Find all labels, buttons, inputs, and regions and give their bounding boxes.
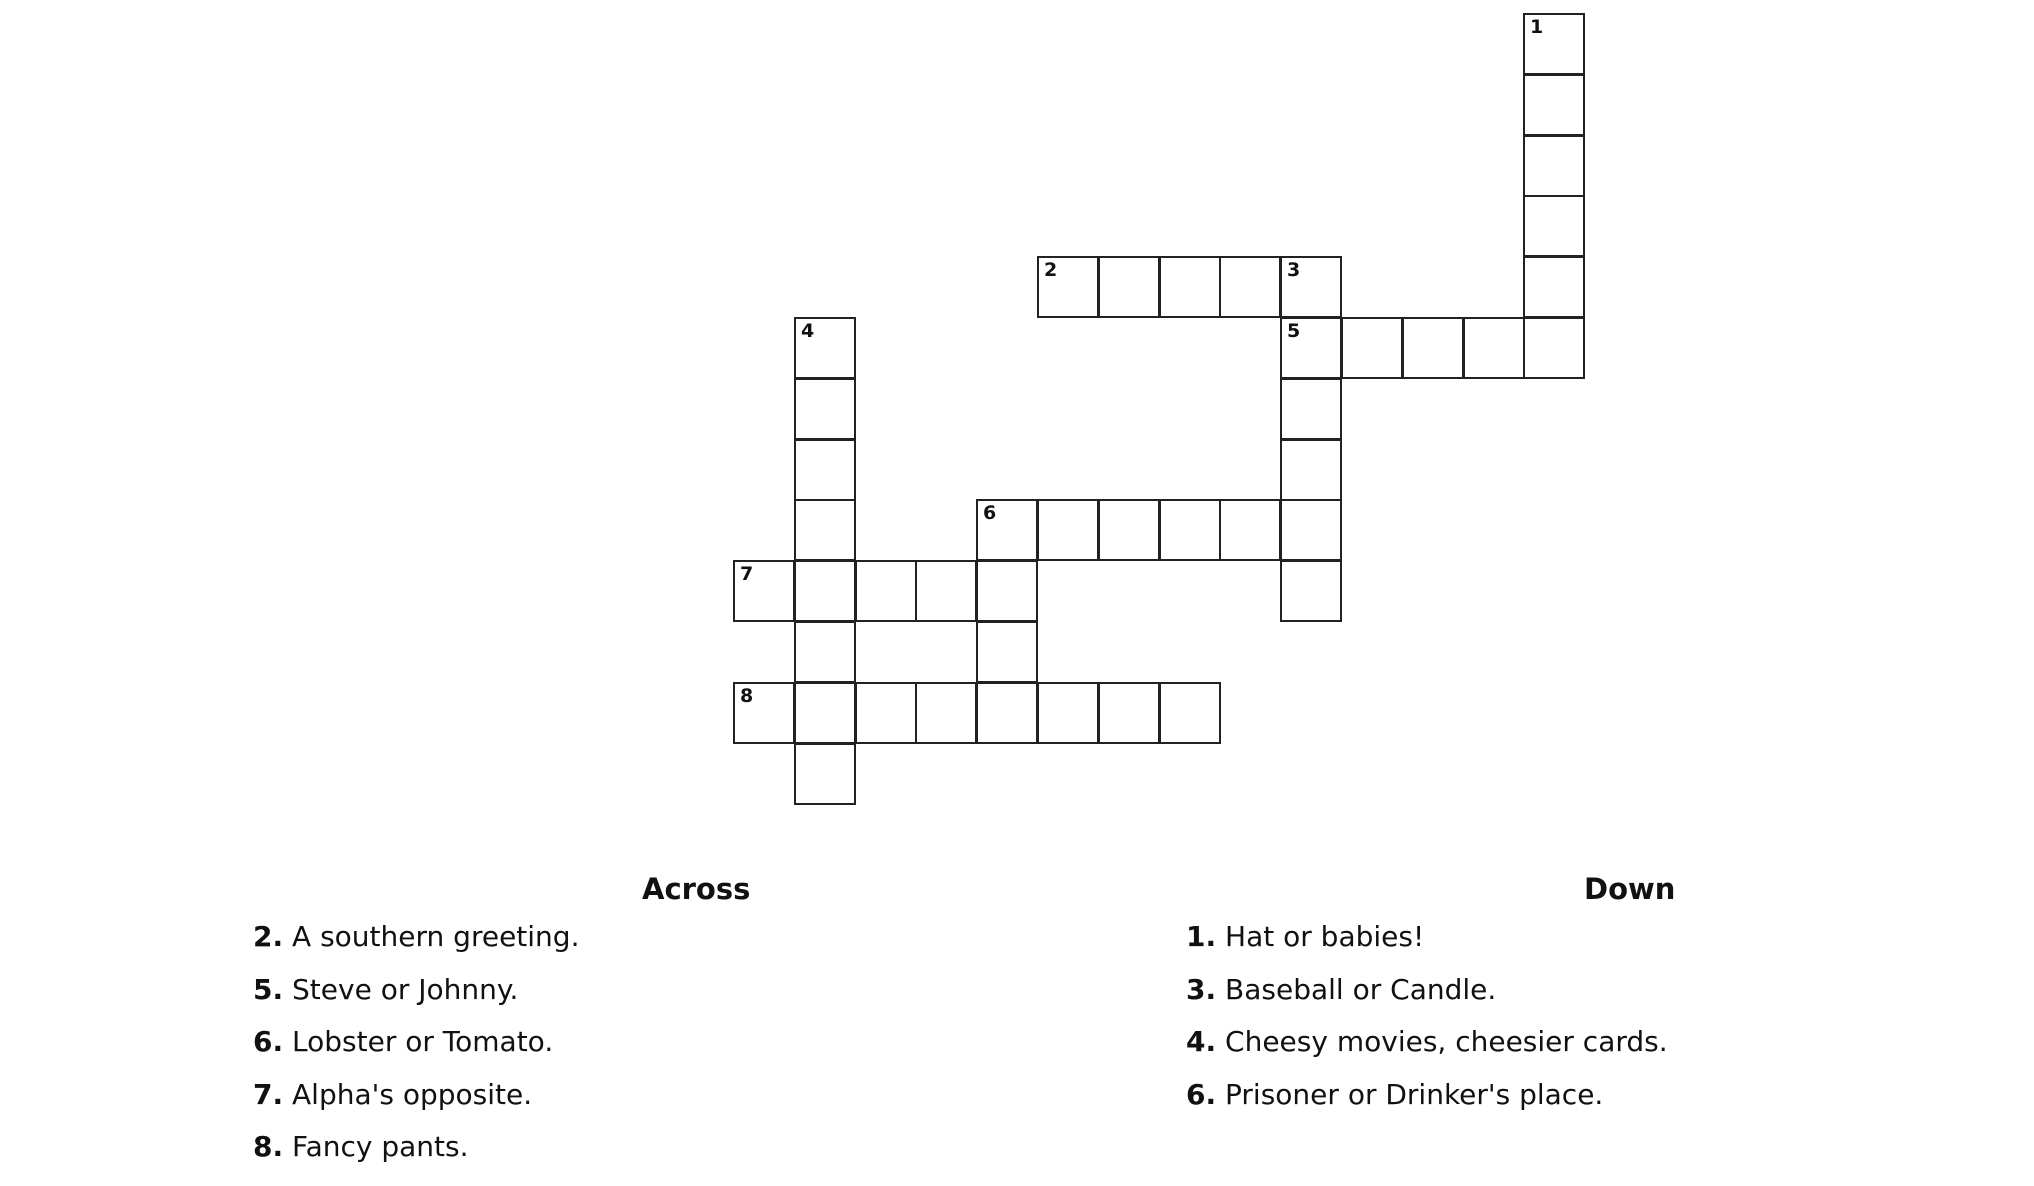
grid-cell[interactable] [855,560,917,622]
grid-cell[interactable] [794,560,856,622]
grid-cell[interactable] [1280,499,1342,561]
clue-number: 6. [1186,1077,1217,1111]
clue-text: Lobster or Tomato. [292,1025,554,1058]
down-clue[interactable] [1186,920,1668,976]
grid-cell[interactable] [794,499,856,561]
grid-cell[interactable] [1402,317,1464,379]
down-clue[interactable] [1186,1025,1668,1081]
grid-cell[interactable] [915,682,977,744]
grid-cell[interactable] [794,439,856,501]
clue-text: Steve or Johnny. [292,972,519,1006]
grid-cell[interactable] [1341,317,1403,379]
grid-cell[interactable] [1159,256,1221,318]
clue-text: Baseball or Candle. [1225,972,1497,1006]
grid-cell-7[interactable] [733,560,795,622]
grid-cell[interactable] [1463,317,1525,379]
grid-cell[interactable] [1219,256,1281,318]
clue-text: Cheesy movies, cheesier cards. [1225,1025,1668,1058]
grid-cell[interactable] [1037,499,1099,561]
clue-number: 1. [1186,920,1217,953]
clue-text: Prisoner or Drinker's place. [1225,1077,1604,1111]
across-clue[interactable] [253,920,580,976]
cell-number: 4 [801,320,815,342]
grid-cell[interactable] [976,621,1038,683]
grid-cell[interactable] [1280,378,1342,440]
grid-cell[interactable] [1523,256,1585,318]
clue-number: 3. [1186,972,1217,1006]
grid-cell[interactable] [915,560,977,622]
grid-cell-3[interactable] [1280,256,1342,318]
cell-number: 8 [740,685,754,707]
grid-cell-6[interactable] [976,499,1038,561]
grid-cell-5[interactable] [1280,317,1342,379]
cell-number: 7 [740,563,754,585]
clue-text: Alpha's opposite. [292,1077,533,1111]
across-clue-list [253,920,580,1186]
clue-number: 8. [253,1130,284,1163]
grid-cell-8[interactable] [733,682,795,744]
grid-cell[interactable] [976,682,1038,744]
clue-number: 5. [253,972,284,1006]
clue-number: 6. [253,1025,284,1058]
down-clue-list [1186,920,1668,1133]
grid-cell[interactable] [1159,499,1221,561]
clue-number: 2. [253,920,284,953]
grid-cell[interactable] [1280,439,1342,501]
grid-cell[interactable] [1523,317,1585,379]
grid-cell-1[interactable] [1523,13,1585,75]
clue-number: 7. [253,1077,284,1111]
grid-cell[interactable] [976,560,1038,622]
grid-cell[interactable] [1098,682,1160,744]
across-heading: Across [642,872,751,906]
across-clue[interactable] [253,1077,579,1134]
clue-text: Fancy pants. [292,1130,469,1163]
grid-cell[interactable] [1219,499,1281,561]
grid-cell[interactable] [794,743,856,805]
cell-number: 5 [1287,320,1301,342]
grid-cell[interactable] [794,378,856,440]
down-clue[interactable] [1186,972,1668,1029]
grid-cell[interactable] [1098,499,1160,561]
grid-cell[interactable] [794,621,856,683]
grid-cell-2[interactable] [1037,256,1099,318]
clue-text: A southern greeting. [292,920,580,953]
across-clue[interactable] [253,1130,579,1186]
grid-cell[interactable] [1523,195,1585,257]
grid-cell[interactable] [1159,682,1221,744]
grid-cell[interactable] [1037,682,1099,744]
cell-number: 1 [1530,16,1544,38]
cell-number: 6 [983,502,997,524]
cell-number: 3 [1287,259,1301,281]
grid-cell[interactable] [1098,256,1160,318]
clue-text: Hat or babies! [1225,920,1425,953]
grid-cell[interactable] [1523,135,1585,197]
down-clue[interactable] [1186,1077,1668,1134]
grid-cell[interactable] [1523,74,1585,136]
grid-cell[interactable] [794,682,856,744]
down-heading: Down [1584,872,1676,906]
across-clue[interactable] [253,1025,579,1081]
grid-cell[interactable] [1280,560,1342,622]
grid-cell[interactable] [855,682,917,744]
clue-number: 4. [1186,1025,1217,1058]
across-clue[interactable] [253,972,579,1029]
cell-number: 2 [1044,259,1058,281]
grid-cell-4[interactable] [794,317,856,379]
